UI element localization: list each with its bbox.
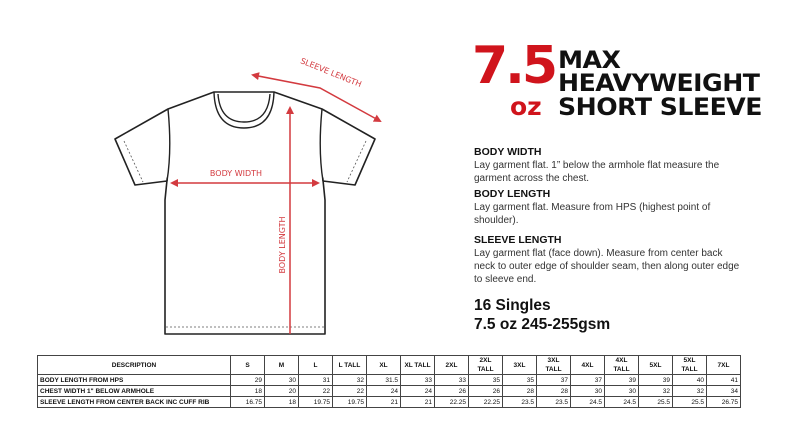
table-cell: 22 bbox=[299, 386, 333, 397]
table-cell: 31 bbox=[299, 375, 333, 386]
column-header-size: M bbox=[265, 356, 299, 375]
table-row bbox=[38, 397, 741, 408]
table-cell: 16.75 bbox=[231, 397, 265, 408]
column-header-size: 3XL TALL bbox=[537, 356, 571, 375]
table-cell: 18 bbox=[231, 386, 265, 397]
sleeve-length-label: SLEEVE LENGTH bbox=[299, 56, 363, 90]
body-length-label: BODY LENGTH bbox=[278, 216, 287, 274]
table-cell: 40 bbox=[673, 375, 707, 386]
table-cell: 26 bbox=[469, 386, 503, 397]
weight-unit: oz bbox=[510, 92, 542, 121]
table-cell: 25.5 bbox=[673, 397, 707, 408]
tshirt-diagram bbox=[0, 0, 460, 350]
table-cell: 22.25 bbox=[435, 397, 469, 408]
column-header-size: 5XL bbox=[639, 356, 673, 375]
title-line-2: HEAVYWEIGHT bbox=[558, 69, 760, 97]
table-cell: 33 bbox=[401, 375, 435, 386]
table-cell: 39 bbox=[639, 375, 673, 386]
table-cell: 35 bbox=[503, 375, 537, 386]
table-cell: 23.5 bbox=[503, 397, 537, 408]
spec-heading: SLEEVE LENGTH bbox=[474, 234, 562, 246]
spec-body-width bbox=[474, 146, 744, 185]
table-cell: 34 bbox=[707, 386, 741, 397]
column-header-size: 4XL TALL bbox=[605, 356, 639, 375]
column-header-size: 2XL TALL bbox=[469, 356, 503, 375]
spec-text: Lay garment flat. 1” below the armhole flat measure the garment across the chest. bbox=[474, 160, 720, 184]
fabric-singles: 16 Singles bbox=[474, 297, 551, 314]
table-cell: 24.5 bbox=[571, 397, 605, 408]
column-header-size: 7XL bbox=[707, 356, 741, 375]
column-header-size: L TALL bbox=[333, 356, 367, 375]
table-cell: 30 bbox=[265, 375, 299, 386]
table-cell: 24 bbox=[401, 386, 435, 397]
table-header-row bbox=[38, 356, 741, 375]
table-cell: 32 bbox=[639, 386, 673, 397]
spec-text: Lay garment flat (face down). Measure from center back neck to outer edge of shoulder seam, then along outer edge to sleeve end. bbox=[474, 248, 740, 285]
table-cell: 30 bbox=[571, 386, 605, 397]
column-header-size: 5XL TALL bbox=[673, 356, 707, 375]
table-cell: 32 bbox=[333, 375, 367, 386]
column-header-size: L bbox=[299, 356, 333, 375]
column-header-size: 3XL bbox=[503, 356, 537, 375]
column-header-size: XL bbox=[367, 356, 401, 375]
table-cell: 20 bbox=[265, 386, 299, 397]
column-header-size: XL TALL bbox=[401, 356, 435, 375]
table-cell: 19.75 bbox=[299, 397, 333, 408]
table-cell: 28 bbox=[503, 386, 537, 397]
table-cell: 21 bbox=[401, 397, 435, 408]
row-description: BODY LENGTH FROM HPS bbox=[38, 375, 231, 386]
table-cell: 24.5 bbox=[605, 397, 639, 408]
spec-heading: BODY LENGTH bbox=[474, 188, 551, 200]
table-cell: 24 bbox=[367, 386, 401, 397]
table-cell: 30 bbox=[605, 386, 639, 397]
size-chart-table bbox=[37, 355, 741, 408]
table-cell: 39 bbox=[605, 375, 639, 386]
table-cell: 23.5 bbox=[537, 397, 571, 408]
table-cell: 19.75 bbox=[333, 397, 367, 408]
spec-text: Lay garment flat. Measure from HPS (highest point of shoulder). bbox=[474, 202, 711, 226]
table-cell: 22 bbox=[333, 386, 367, 397]
table-cell: 21 bbox=[367, 397, 401, 408]
spec-body-length bbox=[474, 188, 744, 227]
table-cell: 18 bbox=[265, 397, 299, 408]
fabric-weight: 7.5 oz 245-255gsm bbox=[474, 316, 611, 333]
table-cell: 26 bbox=[435, 386, 469, 397]
spec-heading: BODY WIDTH bbox=[474, 146, 542, 158]
table-row bbox=[38, 375, 741, 386]
spec-sleeve-length bbox=[474, 234, 744, 286]
body-width-label: BODY WIDTH bbox=[209, 169, 263, 178]
column-header-size: 2XL bbox=[435, 356, 469, 375]
row-description: CHEST WIDTH 1" BELOW ARMHOLE bbox=[38, 386, 231, 397]
table-cell: 25.5 bbox=[639, 397, 673, 408]
row-description: SLEEVE LENGTH FROM CENTER BACK INC CUFF RIB bbox=[38, 397, 231, 408]
column-header-size: 4XL bbox=[571, 356, 605, 375]
table-cell: 41 bbox=[707, 375, 741, 386]
table-cell: 26.75 bbox=[707, 397, 741, 408]
table-cell: 33 bbox=[435, 375, 469, 386]
table-cell: 31.5 bbox=[367, 375, 401, 386]
weight-number: 7.5 bbox=[472, 36, 556, 96]
fabric-info bbox=[474, 296, 610, 334]
title-line-1: MAX bbox=[558, 46, 621, 74]
column-header-size: S bbox=[231, 356, 265, 375]
table-row bbox=[38, 386, 741, 397]
table-cell: 29 bbox=[231, 375, 265, 386]
table-cell: 35 bbox=[469, 375, 503, 386]
table-cell: 32 bbox=[673, 386, 707, 397]
table-cell: 37 bbox=[537, 375, 571, 386]
title-line-3: SHORT SLEEVE bbox=[558, 93, 762, 121]
table-cell: 37 bbox=[571, 375, 605, 386]
table-cell: 22.25 bbox=[469, 397, 503, 408]
column-header-description: DESCRIPTION bbox=[38, 356, 231, 375]
table-cell: 28 bbox=[537, 386, 571, 397]
